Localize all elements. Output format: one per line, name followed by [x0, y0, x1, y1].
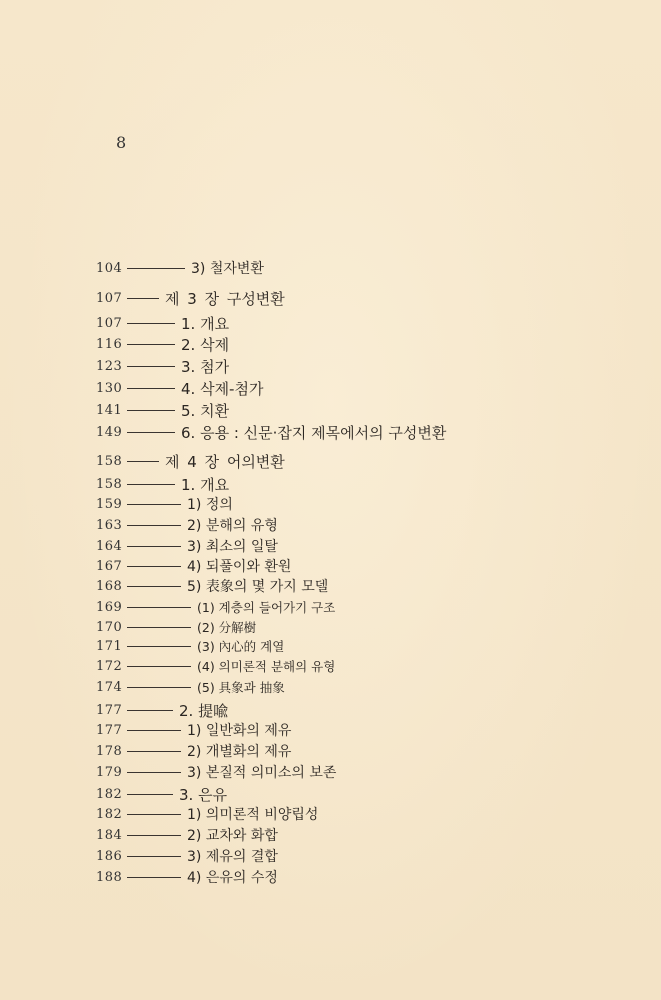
- toc-entry: [96, 333, 229, 355]
- toc-entry: [96, 257, 264, 279]
- leader-line: [127, 856, 181, 857]
- toc-entry: [96, 535, 278, 557]
- toc-entry: [96, 575, 328, 597]
- leader-line: [127, 710, 173, 711]
- leader-line: [127, 298, 159, 299]
- toc-entry: [96, 803, 318, 825]
- toc-entry: [96, 450, 285, 472]
- toc-page: 159: [96, 496, 123, 512]
- toc-title: 5. 치환: [181, 401, 230, 420]
- leader-line: [127, 627, 191, 628]
- toc-page: 123: [96, 358, 123, 374]
- toc-page: 169: [96, 599, 123, 615]
- toc-entry: [96, 635, 284, 657]
- leader-line: [127, 794, 173, 795]
- leader-line: [127, 388, 175, 389]
- leader-line: [127, 814, 181, 815]
- toc-entry: [96, 699, 228, 721]
- toc-page: 168: [96, 578, 123, 594]
- toc-title: 제 3 장 구성변환: [165, 289, 285, 308]
- toc-entry: [96, 493, 233, 515]
- toc-entry: [96, 783, 227, 805]
- page-number: 8: [116, 133, 127, 152]
- toc-entry: [96, 355, 229, 377]
- leader-line: [127, 546, 181, 547]
- leader-line: [127, 268, 185, 269]
- toc-page: 107: [96, 315, 123, 331]
- toc-page: 158: [96, 453, 123, 469]
- toc-title: 4) 되풀이와 환원: [187, 559, 292, 575]
- toc-page: 179: [96, 764, 123, 780]
- toc-entry: [96, 421, 446, 443]
- leader-line: [127, 432, 175, 433]
- toc-entry: [96, 377, 263, 399]
- toc-title: (4) 의미론적 분해의 유형: [197, 659, 336, 674]
- toc-page: 141: [96, 402, 123, 418]
- toc-page: 167: [96, 558, 123, 574]
- toc-title: 1. 개요: [181, 475, 230, 494]
- toc-page: 104: [96, 260, 123, 276]
- toc-entry: [96, 473, 229, 495]
- toc-page: 116: [96, 336, 123, 352]
- toc-entry: [96, 676, 285, 698]
- toc-page: 171: [96, 638, 123, 654]
- leader-line: [127, 525, 181, 526]
- toc-title: 4) 은유의 수정: [187, 870, 278, 886]
- leader-line: [127, 730, 181, 731]
- leader-line: [127, 666, 191, 667]
- toc-title: 6. 응용 : 신문·잡지 제목에서의 구성변환: [181, 423, 447, 442]
- toc-title: (3) 內心的 계열: [197, 639, 285, 654]
- toc-title: 2. 삭제: [181, 335, 230, 354]
- toc-page: 174: [96, 679, 123, 695]
- leader-line: [127, 504, 181, 505]
- leader-line: [127, 646, 191, 647]
- toc-page: 130: [96, 380, 123, 396]
- toc-entry: [96, 555, 291, 577]
- leader-line: [127, 586, 181, 587]
- toc-title: 1) 일반화의 제유: [187, 723, 292, 739]
- leader-line: [127, 484, 175, 485]
- leader-line: [127, 772, 181, 773]
- toc-entry: [96, 655, 335, 677]
- toc-title: 3) 제유의 결합: [187, 849, 278, 865]
- toc-title: 3. 은유: [179, 785, 228, 804]
- toc-title: (2) 分解樹: [197, 620, 257, 635]
- leader-line: [127, 687, 191, 688]
- toc-title: 1) 의미론적 비양립성: [187, 807, 319, 823]
- toc-entry: [96, 596, 335, 618]
- toc-title: 2) 개별화의 제유: [187, 744, 292, 760]
- toc-page: 177: [96, 722, 123, 738]
- leader-line: [127, 877, 181, 878]
- toc-title: 제 4 장 어의변환: [165, 452, 285, 471]
- toc-title: 3. 첨가: [181, 357, 230, 376]
- leader-line: [127, 344, 175, 345]
- toc-page: 188: [96, 869, 123, 885]
- leader-line: [127, 835, 181, 836]
- leader-line: [127, 323, 175, 324]
- toc-entry: [96, 866, 278, 888]
- toc-page: 172: [96, 658, 123, 674]
- leader-line: [127, 607, 191, 608]
- toc-page: 184: [96, 827, 123, 843]
- toc-entry: [96, 824, 278, 846]
- toc-entry: [96, 761, 336, 783]
- toc-title: 2) 분해의 유형: [187, 518, 278, 534]
- toc-page: 107: [96, 290, 123, 306]
- toc-title: 1) 정의: [187, 497, 233, 513]
- leader-line: [127, 410, 175, 411]
- leader-line: [127, 461, 159, 462]
- toc-page: 149: [96, 424, 123, 440]
- toc-entry: [96, 312, 229, 334]
- leader-line: [127, 751, 181, 752]
- toc-page: 158: [96, 476, 123, 492]
- toc-title: 3) 본질적 의미소의 보존: [187, 765, 337, 781]
- toc-title: 3) 최소의 일탈: [187, 539, 278, 555]
- leader-line: [127, 566, 181, 567]
- toc-page: 178: [96, 743, 123, 759]
- toc-page: 177: [96, 702, 123, 718]
- toc-title: 5) 表象의 몇 가지 모델: [187, 579, 329, 595]
- toc-page: 170: [96, 619, 123, 635]
- toc-entry: [96, 845, 278, 867]
- toc-page: 164: [96, 538, 123, 554]
- toc-title: 4. 삭제-첨가: [181, 379, 264, 398]
- toc-title: 1. 개요: [181, 314, 230, 333]
- toc-entry: [96, 287, 285, 309]
- toc-entry: [96, 740, 291, 762]
- toc-title: 2. 提喩: [179, 701, 229, 720]
- toc-title: (5) 具象과 抽象: [197, 680, 285, 695]
- toc-entry: [96, 514, 278, 536]
- toc-title: 3) 철자변환: [191, 261, 264, 277]
- toc-page: 182: [96, 786, 123, 802]
- toc-page: 182: [96, 806, 123, 822]
- toc-page: 186: [96, 848, 123, 864]
- toc-entry: [96, 719, 291, 741]
- toc-title: (1) 계층의 들어가기 구조: [197, 600, 336, 615]
- leader-line: [127, 366, 175, 367]
- toc-page: 163: [96, 517, 123, 533]
- toc-title: 2) 교차와 화합: [187, 828, 278, 844]
- toc-entry: [96, 399, 229, 421]
